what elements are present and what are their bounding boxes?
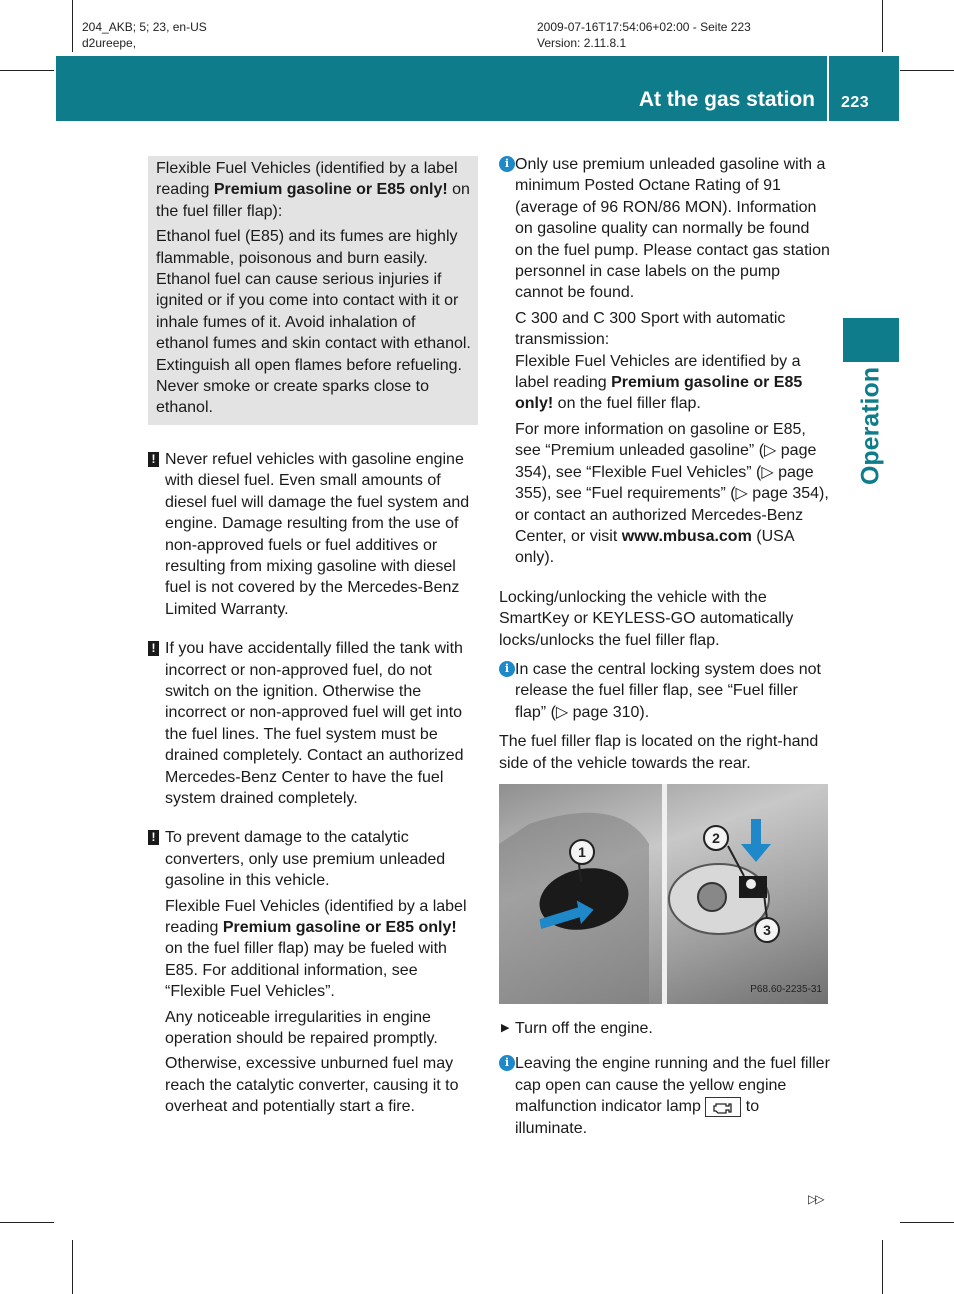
meta-line: 204_AKB; 5; 23, en-US <box>82 20 207 34</box>
warning-icon: ! <box>148 452 159 467</box>
section-title: At the gas station <box>638 88 815 111</box>
note-text: C 300 and C 300 Sport with automatic transmission: Flexible Fuel Vehicles are identified by a label reading Premium gasoline or E85 only! on the fuel filler flap. <box>515 309 803 413</box>
warning-icon: ! <box>148 830 159 845</box>
figure-callout: 3 <box>763 921 771 938</box>
crop-mark <box>882 1240 883 1294</box>
page-number: 223 <box>841 94 870 111</box>
note-text: Only use premium unleaded gasoline with a minimum Posted Octane Rating of 91 (average of 96 RON/86 MON). Information on gasoline quality can normally be found on the fuel pump. Please contact gas station personnel in case labels on the pump cannot be found. <box>515 156 830 302</box>
info-icon: i <box>499 156 515 172</box>
crop-mark <box>900 1222 954 1223</box>
warning-icon: ! <box>148 641 159 656</box>
chapter-label: Operation <box>856 366 885 486</box>
crop-mark <box>0 70 54 71</box>
website-link[interactable]: www.mbusa.com <box>621 527 752 545</box>
note-text: Otherwise, excessive unburned fuel may reach the catalytic converter, causing it to overheat and potentially start a fire. <box>165 1055 459 1116</box>
crop-mark <box>882 0 883 52</box>
info-note <box>499 154 831 569</box>
info-icon: i <box>499 1055 515 1071</box>
step-text: Turn off the engine. <box>515 1019 653 1037</box>
caution-note <box>148 638 478 809</box>
note-text: Flexible Fuel Vehicles (identified by a label reading Premium gasoline or E85 only! on the fuel filler flap) may be fueled with E85. For additional information, see “Flexible Fuel Vehicles”. <box>165 897 467 1001</box>
figure-callout: 1 <box>578 843 586 860</box>
caution-note <box>148 449 478 620</box>
crop-mark <box>900 70 954 71</box>
note-text: Never refuel vehicles with gasoline engine with diesel fuel. Even small amounts of diesel fuel will damage the fuel system and engine. Damage resulting from the use of non-approved fuels or fuel additives or resulting from mixing gasoline with diesel fuel is not covered by the Mercedes-Benz Limited Warranty. <box>165 450 470 618</box>
figure-callout: 2 <box>712 829 720 846</box>
info-note <box>499 1053 831 1139</box>
crop-mark <box>72 1240 73 1294</box>
right-column <box>499 154 831 1157</box>
note-text: In case the central locking system does not release the fuel filler flap, see “Fuel filler flap” (▷ page 310). <box>515 660 821 721</box>
page-reference[interactable]: ▷ page 354 <box>735 485 820 503</box>
figure-reference: P68.60-2235-31 <box>750 983 822 995</box>
info-note <box>499 659 831 723</box>
meta-line: d2ureepe, <box>82 36 137 50</box>
page-reference[interactable]: ▷ page 355 <box>515 463 814 503</box>
warning-text: Ethanol fuel (E85) and its fumes are highly flammable, poisonous and burn easily. Ethanol fuel can cause serious injuries if ignited or if you come into contact with it or inhale fumes of it. Avoid inhalation of ethanol fumes and skin contact with ethanol. Extinguish all open flames before refueling. Never smoke or create sparks close to ethanol. <box>156 228 471 417</box>
note-text: If you have accidentally filled the tank with incorrect or non-approved fuel, do not switch on the ignition. Otherwise the incorrect or non-approved fuel will get into the fuel lines. The fuel system must be drained completely. Contact an authorized Mercedes-Benz Center to have the fuel system drained completely. <box>165 640 464 807</box>
chapter-tab <box>843 318 899 362</box>
warning-text: Flexible Fuel Vehicles (identified by a label reading Premium gasoline or E85 only! on the fuel filler flap): <box>156 160 470 220</box>
note-text: To prevent damage to the catalytic converters, only use premium unleaded gasoline in this vehicle. <box>165 829 446 890</box>
info-icon: i <box>499 661 515 677</box>
note-text: Any noticeable irregularities in engine operation should be repaired promptly. <box>165 1008 438 1048</box>
fuel-filler-flap-photo <box>499 784 828 1004</box>
engine-malfunction-icon <box>705 1097 741 1117</box>
caution-note <box>148 827 478 1117</box>
meta-line: 2009-07-16T17:54:06+02:00 - Seite 223 <box>537 20 751 34</box>
note-text: Leaving the engine running and the fuel filler cap open can cause the yellow engine malfunction indicator lamp to illuminate. <box>515 1055 830 1137</box>
instruction-step <box>499 1018 831 1039</box>
crop-mark <box>72 0 73 52</box>
print-meta-right <box>537 19 751 51</box>
step-arrow-icon: ▶ <box>501 1021 510 1034</box>
note-text: For more information on gasoline or E85, see “Premium unleaded gasoline” (▷ page 354), see “Flexible Fuel Vehicles” (▷ page 355), see “Fuel requirements” (▷ page 354), or contact an authorized Mercedes-Benz Center, or visit www.mbusa.com (USA only). <box>515 420 829 567</box>
page-header <box>56 56 899 121</box>
figure-divider <box>662 784 667 1004</box>
print-meta-left <box>82 19 207 51</box>
continue-marker: ▷▷ <box>808 1192 823 1206</box>
ethanol-warning-box <box>148 156 478 425</box>
meta-line: Version: 2.11.8.1 <box>537 36 627 50</box>
header-divider <box>827 56 829 121</box>
page-reference[interactable]: ▷ page 354 <box>515 442 817 481</box>
body-text: The fuel filler flap is located on the right-hand side of the vehicle towards the rear. <box>499 733 819 772</box>
page-reference[interactable]: ▷ page 310 <box>555 703 640 721</box>
crop-mark <box>0 1222 54 1223</box>
body-text: Locking/unlocking the vehicle with the SmartKey or KEYLESS-GO automatically locks/unlocks the fuel filler flap. <box>499 588 794 649</box>
left-column <box>148 156 478 1136</box>
